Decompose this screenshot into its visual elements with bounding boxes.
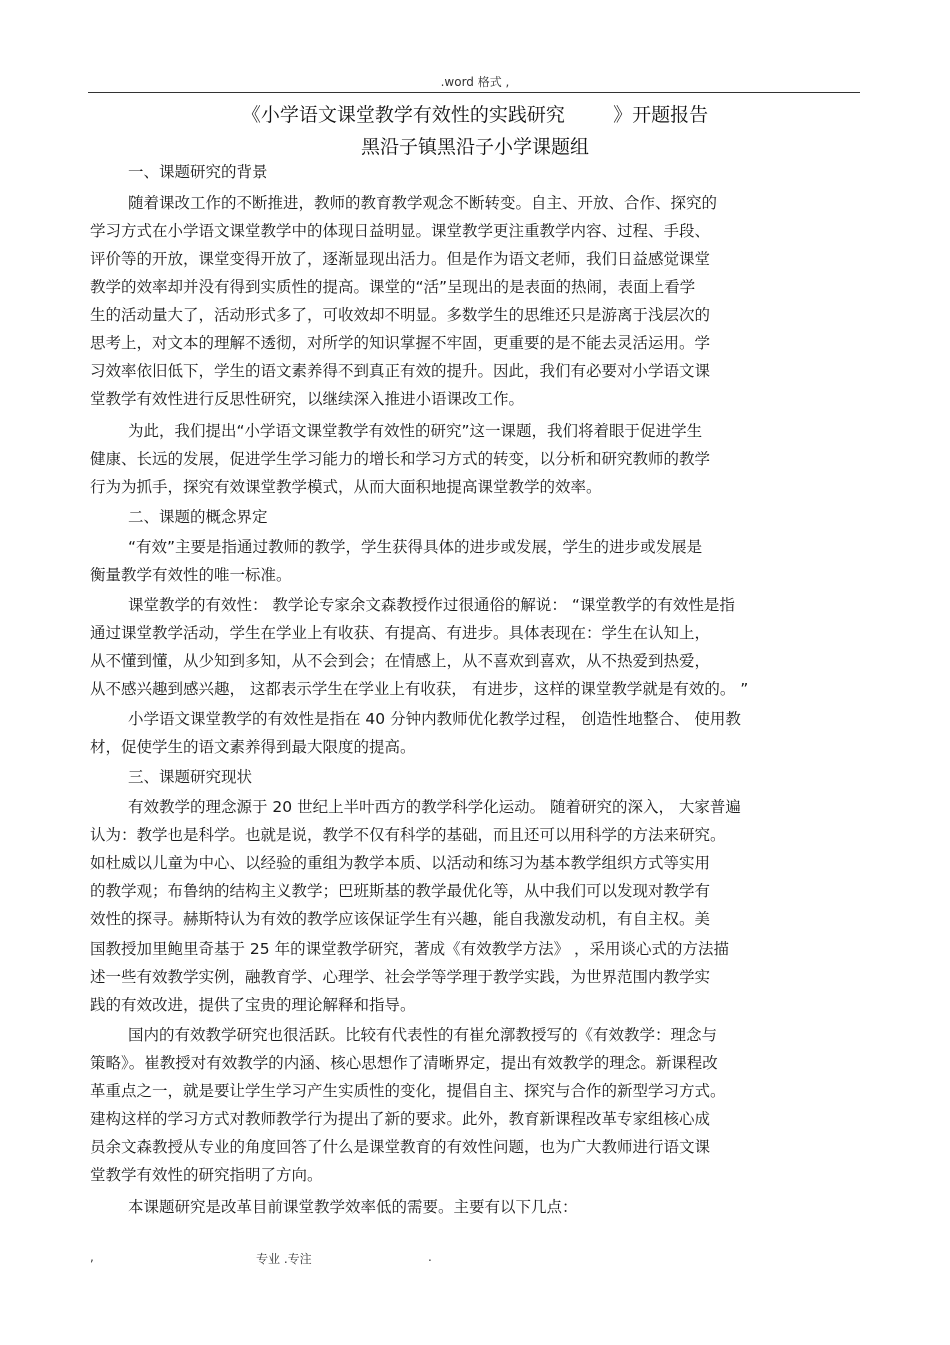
body-line: 为此，我们提出“小学语文课堂教学有效性的研究”这一课题，我们将着眼于促进学生 [128, 422, 703, 440]
body-line: 践的有效改进，提供了宝贵的理论解释和指导。 [90, 996, 416, 1014]
body-line: “有效”主要是指通过教师的教学，学生获得具体的进步或发展，学生的进步或发展是 [128, 538, 703, 556]
body-line: 述一些有效教学实例，融教育学、心理学、社会学等学理于教学实践，为世界范围内教学实 [90, 968, 711, 986]
body-line: 习效率依旧低下，学生的语文素养得不到真正有效的提升。因此，我们有必要对小学语文课 [90, 362, 711, 380]
section-heading: 一、课题研究的背景 [128, 163, 268, 181]
body-line: 建构这样的学习方式对教师教学行为提出了新的要求。此外，教育新课程改革专家组核心成 [90, 1110, 711, 1128]
body-line: 健康、长远的发展，促进学生学习能力的增长和学习方式的转变，以分析和研究教师的教学 [90, 450, 711, 468]
body-line: 从不懂到懂，从少知到多知，从不会到会；在情感上，从不喜欢到喜欢，从不热爱到热爱， [90, 652, 711, 670]
body-line: 策略》。崔教授对有效教学的内涵、核心思想作了清晰界定，提出有效教学的理念。新课程改 [90, 1054, 718, 1072]
body-line: 效性的探寻。赫斯特认为有效的教学应该保证学生有兴趣，能自我激发动机，有自主权。美 [90, 910, 711, 928]
document-title: 《小学语文课堂教学有效性的实践研究 》开题报告 [241, 104, 709, 126]
body-line: 材，促使学生的语文素养得到最大限度的提高。 [90, 738, 416, 756]
body-line: 学习方式在小学语文课堂教学中的体现日益明显。课堂教学更注重教学内容、过程、手段、 [90, 222, 711, 240]
body-line: 随着课改工作的不断推进，教师的教育教学观念不断转变。自主、开放、合作、探究的 [128, 194, 718, 212]
footer-right-mark: . [428, 1250, 432, 1264]
body-line: 本课题研究是改革目前课堂教学效率低的需要。主要有以下几点： [128, 1198, 578, 1216]
footer-left-mark: , [90, 1250, 94, 1264]
body-line: 的教学观；布鲁纳的结构主义教学；巴班斯基的教学最优化等，从中我们可以发现对教学有 [90, 882, 711, 900]
section-heading: 二、课题的概念界定 [128, 508, 268, 526]
body-line: 教学的效率却并没有得到实质性的提高。课堂的“活”呈现出的是表面的热闹，表面上看学 [90, 278, 696, 296]
body-line: 衡量教学有效性的唯一标准。 [90, 566, 292, 584]
document-subtitle: 黑沿子镇黑沿子小学课题组 [360, 136, 589, 158]
body-line: 革重点之一，就是要让学生学习产生实质性的变化，提倡自主、探究与合作的新型学习方式。 [90, 1082, 726, 1100]
body-line: 如杜威以儿童为中心、以经验的重组为教学本质、以活动和练习为基本教学组织方式等实用 [90, 854, 711, 872]
header-rule [88, 92, 860, 93]
body-line: 有效教学的理念源于 20 世纪上半叶西方的教学科学化运动。 随着研究的深入， 大家普遍 [128, 798, 741, 816]
body-line: 课堂教学的有效性： 教学论专家余文森教授作过很通俗的解说： “课堂教学的有效性是指 [128, 596, 735, 614]
body-line: 从不感兴趣到感兴趣， 这都表示学生在学业上有收获， 有进步，这样的课堂教学就是有效的。 ” [90, 680, 749, 698]
body-line: 堂教学有效性进行反思性研究，以继续深入推进小语课改工作。 [90, 390, 525, 408]
body-line: 思考上，对文本的理解不透彻，对所学的知识掌握不牢固，更重要的是不能去灵活运用。学 [90, 334, 711, 352]
body-line: 评价等的开放，课堂变得开放了，逐渐显现出活力。但是作为语文老师，我们日益感觉课堂 [90, 250, 711, 268]
body-line: 员余文森教授从专业的角度回答了什么是课堂教育的有效性问题，也为广大教师进行语文课 [90, 1138, 711, 1156]
body-line: 堂教学有效性的研究指明了方向。 [90, 1166, 323, 1184]
body-line: 行为为抓手，探究有效课堂教学模式，从而大面积地提高课堂教学的效率。 [90, 478, 602, 496]
body-line: 认为：教学也是科学。也就是说，教学不仅有科学的基础，而且还可以用科学的方法来研究。 [90, 826, 726, 844]
body-line: 国教授加里鲍里奇基于 25 年的课堂教学研究，著成《有效教学方法》 ，采用谈心式的方法描 [90, 940, 730, 958]
body-line: 通过课堂教学活动，学生在学业上有收获、有提高、有进步。具体表现在：学生在认知上， [90, 624, 711, 642]
body-line: 生的活动量大了，活动形式多了，可收效却不明显。多数学生的思维还只是游离于浅层次的 [90, 306, 711, 324]
section-heading: 三、课题研究现状 [128, 768, 253, 786]
body-line: 小学语文课堂教学的有效性是指在 40 分钟内教师优化教学过程， 创造性地整合、 使用教 [128, 710, 741, 728]
body-line: 国内的有效教学研究也很活跃。比较有代表性的有崔允漷教授写的《有效教学：理念与 [128, 1026, 718, 1044]
header-note: .word 格式 , [440, 75, 510, 89]
footer-center-text: 专业 .专注 [256, 1252, 312, 1266]
